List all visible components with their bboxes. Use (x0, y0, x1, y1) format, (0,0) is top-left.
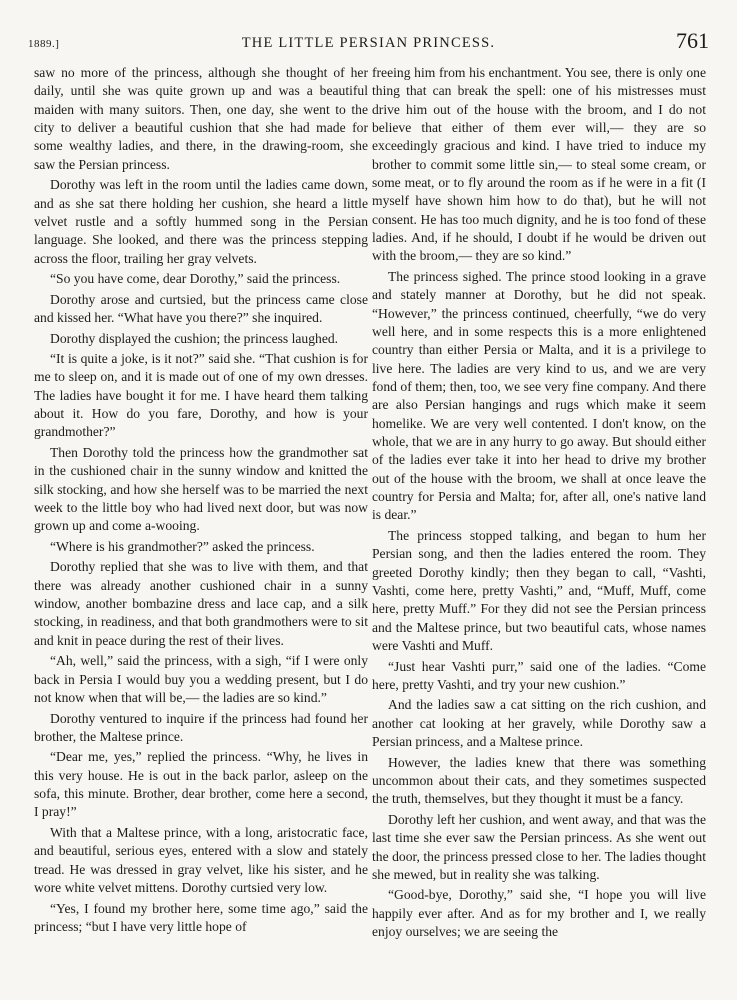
header-title: THE LITTLE PERSIAN PRINCESS. (241, 35, 496, 51)
paragraph: saw no more of the princess, although she thought of her daily, until she was quite grown up and was a beautiful maiden with many suitors. Then, one day, she went to the city to deliver a beautiful cushion that she had made for some wealthy ladies, and there, in the drawing-room, she saw the Persian princess. (34, 65, 368, 172)
paragraph: “Good-bye, Dorothy,” said she, “I hope you will live happily ever after. And as for my brother and I, we really enjoy ourselves; we are seeing the (372, 887, 706, 940)
paragraph: “Yes, I found my brother here, some time ago,” said the princess; “but I have very little hope of (34, 900, 368, 934)
paragraph: Then Dorothy told the princess how the grandmother sat in the cushioned chair in the sunny window and knitted the silk stocking, and how she herself was to be married the next week to the little boy who had lived next door, but was now grown up and come a-wooing. (34, 445, 368, 534)
header-year: 1889.] (28, 38, 60, 50)
paragraph: “Ah, well,” said the princess, with a sigh, “if I were only back in Persia I would buy you a wedding present, but I do not know when that will be,— the ladies are so kind.” (34, 653, 368, 706)
right-column (372, 64, 706, 941)
paragraph: “Just hear Vashti purr,” said one of the ladies. “Come here, pretty Vashti, and try your new cushion.” (372, 658, 706, 692)
paragraph: The princess sighed. The prince stood looking in a grave and stately manner at Dorothy, but he did not speak. “However,” the princess continued, cheerfully, “we do very well here, and in some respects this is a more enlightened country than either Persia or Malta, and it is a privilege to live here. The ladies are very kind to us, and we are very fond of them; then, too, we see very fine company. And there are also Persian hangings and rugs which make it seem homelike. We are very well contented. I don't know, on the whole, that we are in any hurry to go away. But should either of the ladies ever take it into her head to drive my brother out of the house with the broom, we shall at once leave the country for Persia and Malta; for, after all, one's native land is dear.” (372, 268, 706, 523)
paragraph: Dorothy ventured to inquire if the princess had found her brother, the Maltese prince. (34, 710, 368, 744)
paragraph: With that a Maltese prince, with a long, aristocratic face, and beautiful, serious eyes, entered with a slow and stately tread. He was dressed in gray velvet, like his sister, and he wore white velvet mittens. Dorothy curtsied very low. (34, 825, 368, 896)
running-header (28, 28, 709, 56)
paragraph: Dorothy displayed the cushion; the princess laughed. (50, 330, 339, 346)
paragraph: And the ladies saw a cat sitting on the rich cushion, and another cat looking at her gravely, while Dorothy saw a Persian princess, and a Maltese prince. (372, 697, 706, 750)
paragraph: Dorothy replied that she was to live with them, and that there was already another cushioned chair in a sunny window, another bombazine dress and lace cap, and a silk stocking, in readiness, and that both grandmothers were to sit and knit in peace during the rest of their lives. (34, 559, 368, 648)
paragraph: “It is quite a joke, is it not?” said she. “That cushion is for me to sleep on, and it is made out of one of my own dresses. The ladies have bought it for me. I have heard them talking about it. How do you fare, Dorothy, and how is your grandmother?” (34, 351, 368, 440)
paragraph: Dorothy left her cushion, and went away, and that was the last time she ever saw the Persian princess. As she went out the door, the princess pressed close to her. The ladies thought she mewed, but in reality she was talking. (372, 811, 706, 882)
paragraph: “Dear me, yes,” replied the princess. “Why, he lives in this very house. He is out in the back parlor, asleep on the sofa, this minute. Brother, dear brother, come here a second, I pray!” (34, 749, 368, 820)
paragraph: freeing him from his enchantment. You see, there is only one thing that can break the spell: one of his mistresses must drive him out of the house with the broom, and I do not believe that either of them ever will,— they are so exceedingly gracious and kind. I have tried to induce my brother to commit some little sin,— to steal some cream, or some meat, or to fly around the room as if he were in a fit (I myself have shown him how to do that), but he will not consent. He has too much dignity, and he is too fond of these ladies. And, if he should, I doubt if he would be driven out with the broom,— they are so kind.” (372, 65, 706, 264)
left-column (34, 64, 368, 936)
paragraph: “So you have come, dear Dorothy,” said the princess. (50, 271, 341, 287)
paragraph: “Where is his grandmother?” asked the princess. (50, 538, 315, 554)
paragraph: Dorothy arose and curtsied, but the princess came close and kissed her. “What have you there?” she inquired. (34, 291, 368, 326)
paragraph: The princess stopped talking, and began to hum her Persian song, and then the ladies entered the room. They greeted Dorothy kindly; then they began to call, “Vashti, Vashti, come here, pretty Vashti,” and, “Muff, Muff, come here, pretty Muff.” For they did not see the Persian princess and the Maltese prince, but two beautiful cats, whose names were Vashti and Muff. (372, 527, 706, 654)
paragraph: Dorothy was left in the room until the ladies came down, and as she sat there holding her cushion, she heard a little velvet rustle and a softly hummed song in the Persian language. She looked, and there was the princess stepping across the floor, trailing her gray velvets. (34, 177, 368, 266)
paragraph: However, the ladies knew that there was something uncommon about their cats, and they sometimes suspected the truth, themselves, but they thought it must be a fancy. (372, 754, 706, 807)
page-number: 761 (676, 28, 709, 53)
